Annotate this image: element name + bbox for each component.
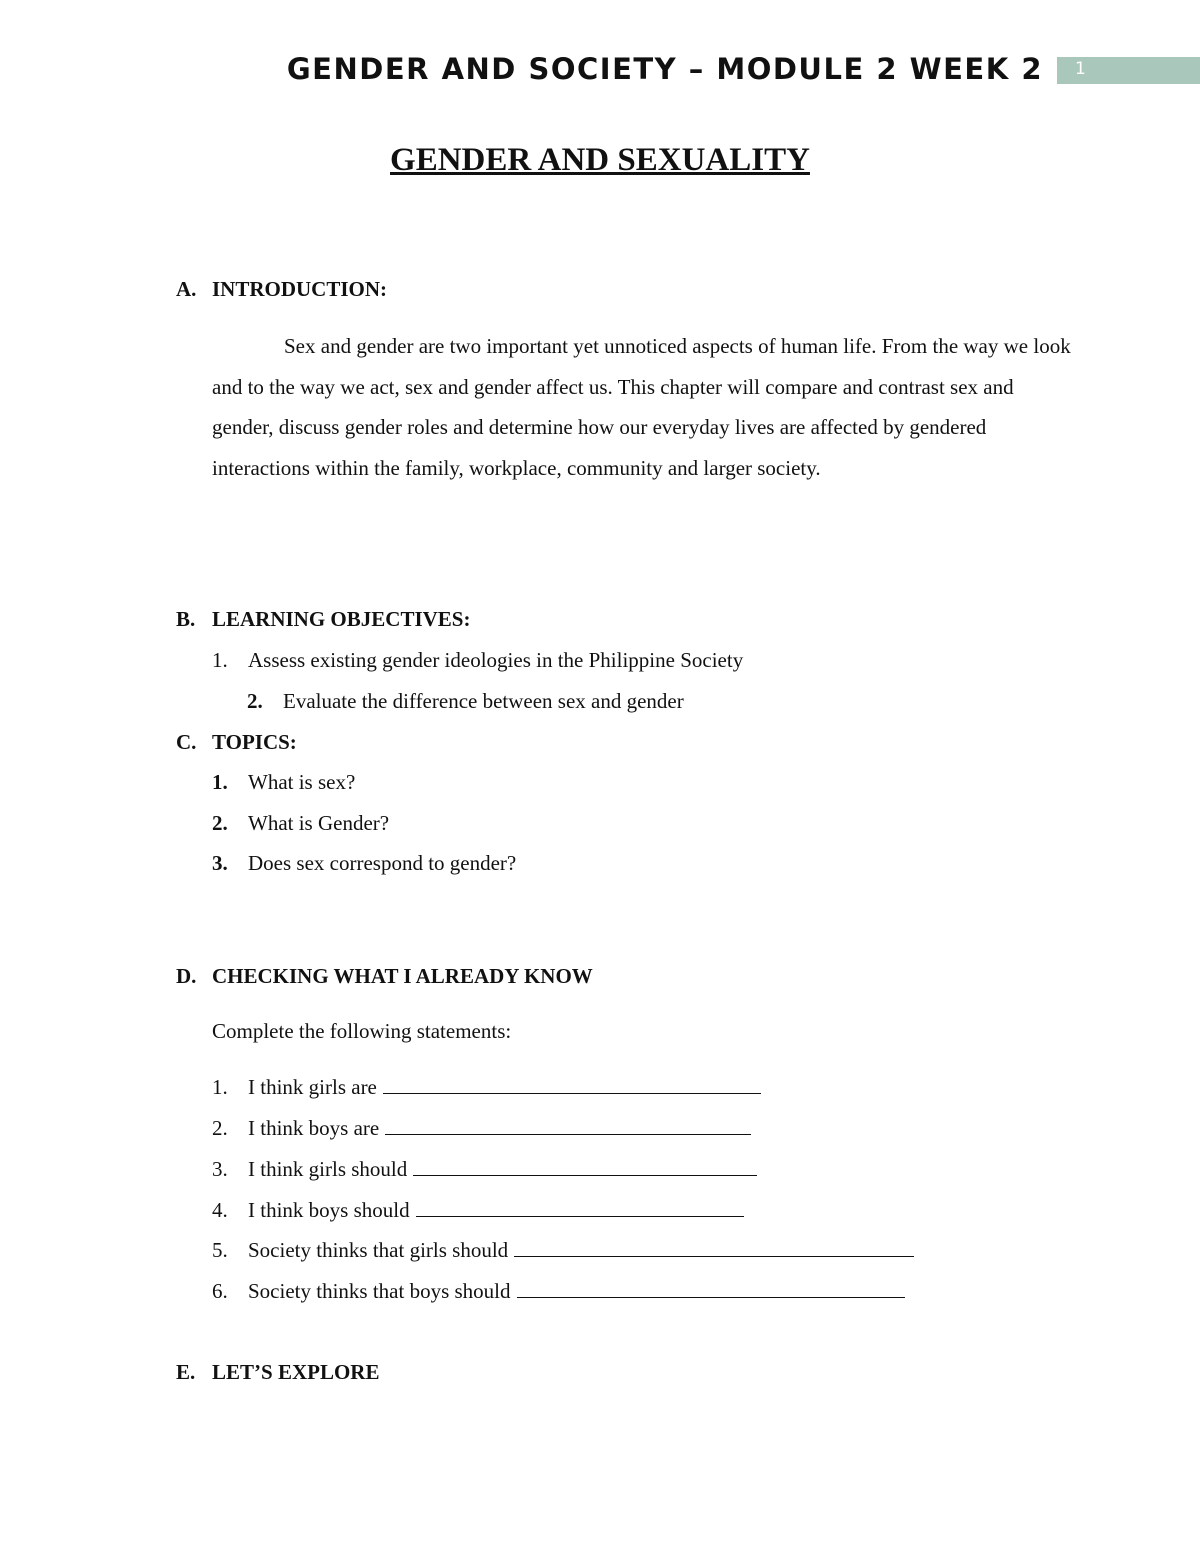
section-title: CHECKING WHAT I ALREADY KNOW [212,964,593,988]
topic-number: 1. [212,770,228,794]
section-heading-objectives [176,607,470,632]
answer-blank[interactable] [413,1157,757,1176]
section-heading-introduction [176,277,387,302]
statement-text: Society thinks that girls should [248,1238,509,1262]
topic-text: Does sex correspond to gender? [248,851,517,875]
objective-number: 2. [247,689,263,713]
statement-text: Society thinks that boys should [248,1279,511,1303]
answer-blank[interactable] [385,1116,751,1135]
statement-text: I think boys should [248,1198,410,1222]
section-letter: B. [176,607,196,631]
section-title: LET’S EXPLORE [212,1360,380,1384]
section-heading-topics [176,730,297,755]
page-header [0,52,1200,92]
statement-number: 5. [212,1238,228,1262]
statement-number: 1. [212,1075,228,1099]
answer-blank[interactable] [416,1198,744,1217]
header-title: GENDER AND SOCIETY – MODULE 2 WEEK 2 [286,52,1043,86]
section-letter: D. [176,964,197,988]
objective-number: 1. [212,648,228,672]
objective-text: Evaluate the difference between sex and gender [283,689,684,713]
document-title: GENDER AND SEXUALITY [390,142,810,178]
section-letter: A. [176,277,197,301]
topic-item [212,811,389,836]
introduction-paragraph [212,326,1072,489]
introduction-text: Sex and gender are two important yet unnoticed aspects of human life. From the way we look and to the way we act, sex and gender affect us. This chapter will compare and contrast sex and gender, discuss gender roles and determine how our everyday lives are affected by gendered interactions within the family, workplace, community and larger society. [212,334,1071,481]
section-letter: E. [176,1360,196,1384]
topic-number: 2. [212,811,228,835]
answer-blank[interactable] [514,1238,914,1257]
objective-text: Assess existing gender ideologies in the Philippine Society [248,648,744,672]
statement-number: 2. [212,1116,228,1140]
topic-text: What is sex? [248,770,356,794]
statement-number: 4. [212,1198,228,1222]
topic-text: What is Gender? [248,811,390,835]
statement-item [212,1075,761,1100]
objective-item [247,689,684,714]
objective-item [212,648,743,673]
section-heading-explore [176,1360,379,1385]
statement-item [212,1116,751,1141]
topic-number: 3. [212,851,228,875]
statement-text: I think boys are [248,1116,380,1140]
statement-number: 3. [212,1157,228,1181]
topic-item [212,851,516,876]
statement-item [212,1157,757,1182]
section-title: TOPICS: [212,730,297,754]
section-title: INTRODUCTION: [212,277,388,301]
section-title: LEARNING OBJECTIVES: [212,607,471,631]
checking-instruction: Complete the following statements: [212,1019,512,1043]
page-number-tab [1057,57,1200,84]
topic-item [212,770,355,795]
page-number: 1 [1075,59,1086,79]
answer-blank[interactable] [383,1075,761,1094]
answer-blank[interactable] [517,1279,905,1298]
statement-item [212,1198,744,1223]
statement-item [212,1279,905,1304]
statement-item [212,1238,914,1263]
section-heading-checking [176,964,593,989]
statement-number: 6. [212,1279,228,1303]
statement-text: I think girls are [248,1075,377,1099]
statement-text: I think girls should [248,1157,408,1181]
section-letter: C. [176,730,197,754]
